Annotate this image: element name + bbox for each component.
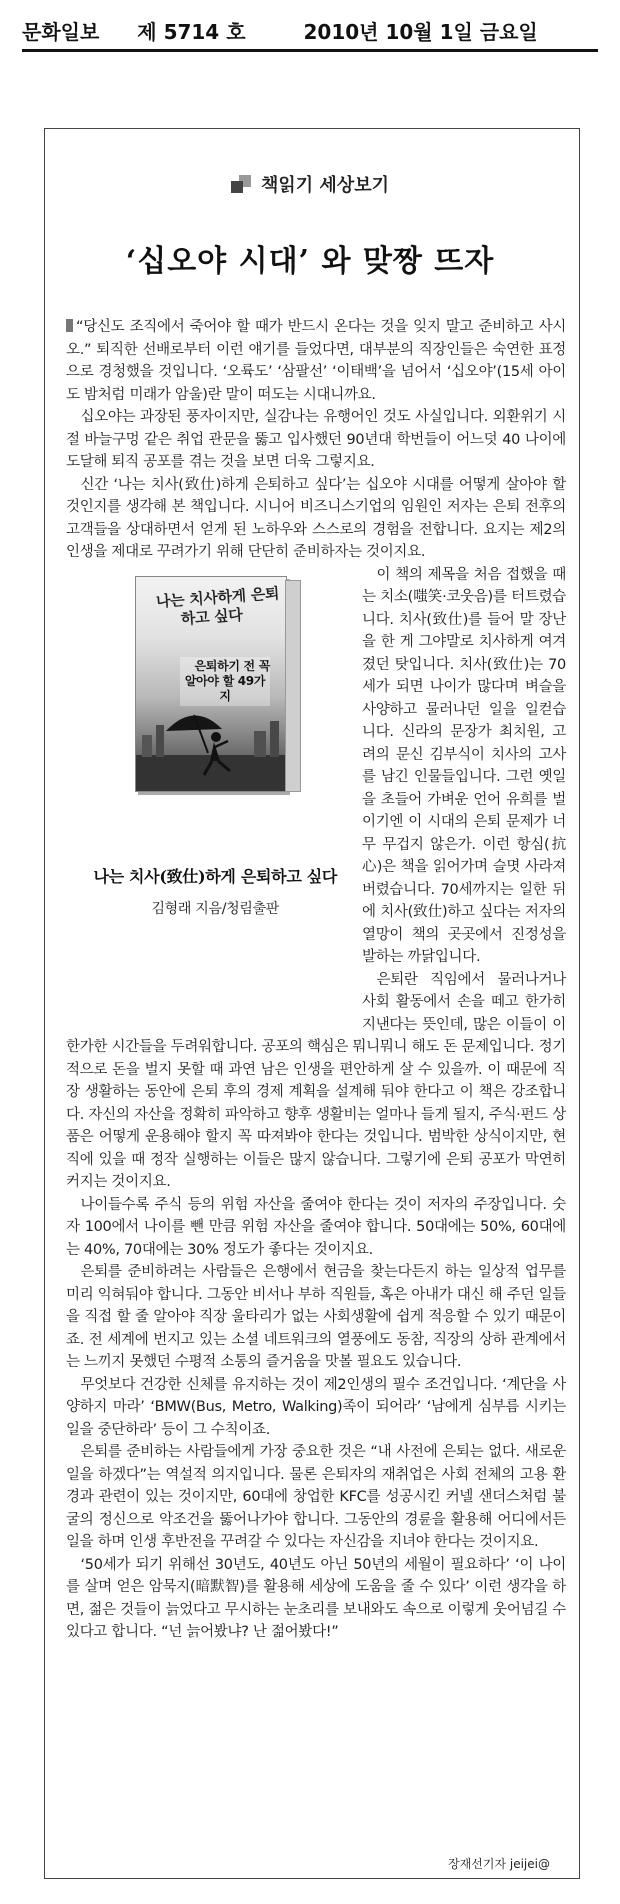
publication-date: 2010년 10월 1일 금요일 — [303, 20, 538, 44]
byline: 장재선기자 jeijei@ — [448, 1857, 550, 1871]
book-cover-title: 나는 치사하게 은퇴하고 싶다 — [155, 583, 280, 628]
section-square-icon — [231, 175, 253, 193]
article-paragraph: 신간 ‘나는 치사(致仕)하게 은퇴하고 싶다’는 십오야 시대를 어떻게 살아야 할 것인지를 생각해 본 책입니다. 시니어 비즈니스기업의 임원인 저자는 은퇴 전후의 고객들을 상대하면서 얻게 된 노하우와 스스로의 경험을 전합니다. 요지는 제2의 인생을 제대로 꾸려가기 위해 단단히 준비하자는 것이지요. — [66, 476, 566, 560]
article-paragraph: 은퇴란 직임에서 물러나거나 사회 활동에서 손을 떼고 한가히 지낸다는 뜻인데, 많은 이들이 이 한가한 시간들을 두려워합니다. 공포의 핵심은 뭐니뭐니 해도 돈 문제입니다. 정기적으로 돈을 벌지 못할 때 과연 남은 인생을 편안하게 살 수 있을까. 이 때문에 직장 생활하는 동안에 은퇴 후의 경제 계획을 설계해 둬야 한다고 이 책은 강조합니다. 자신의 자산을 정확히 파악하고 향후 생활비는 얼마나 들게 될지, 주식·펀드 상품은 어떻게 운용해야 할지 꼭 따져봐야 한다는 것입니다. 범박한 상식이지만, 현직에 있을 때 정작 실행하는 이들은 많지 않습니다. 그렇기에 은퇴 공포가 막연히 커지는 것이지요. — [66, 971, 566, 1190]
article-paragraph — [66, 564, 566, 969]
paragraph-text: 이 책의 제목을 처음 접했을 때는 치소(嗤笑·코웃음)를 터트렸습니다. 치사(致仕)를 들어 말 장난을 한 게 그야말로 치사하게 여겨졌던 탓입니다. 치사(致仕)는 70세가 되면 나이가 많다며 벼슬을 사양하고 물러나던 일을 일컫습니다. 신라의 문장가 최치원, 고려의 문신 김부식이 치사의 고사를 남긴 인물들입니다. 그런 옛일을 초들어 가벼운 언어 유희를 벌이기엔 이 시대의 은퇴 문제가 너무 무겁지 않은가. 이런 항심(抗心)은 책을 읽어가며 슬몃 사라져 버렸습니다. 70세까지는 일한 뒤에 치사(致仕)하고 싶다는 저자의 열망이 책의 곳곳에서 진정성을 발하는 까닭입니다. — [362, 566, 566, 965]
umbrella-jumper-photo — [136, 695, 286, 791]
article-paragraph — [66, 316, 566, 406]
book-cover-image — [135, 576, 287, 792]
lead-bar-icon — [66, 319, 73, 332]
article-paragraph: 은퇴를 준비하려는 사람들은 은행에서 현금을 찾는다든지 하는 일상적 업무를 미리 익혀둬야 합니다. 그동안 비서나 부하 직원들, 혹은 아내가 대신 해 주던 일들을 직접 할 줄 알아야 직장 울타리가 없는 사회생활에 쉽게 적응할 수 있기 때문이죠. 전 세계에 번지고 있는 소셜 네트워크의 열풍에도 동참, 직장의 상하 관계에서는 느끼지 못했던 수평적 소통의 즐거움을 맛볼 필요도 있습니다. — [66, 1264, 566, 1370]
book-caption: 나는 치사(致仕)하게 은퇴하고 싶다 — [93, 866, 338, 886]
article-paragraph: 나이들수록 주식 등의 위험 자산을 줄여야 한다는 것이 저자의 주장입니다. 숫자 100에서 나이를 뺀 만큼 위험 자산을 줄여야 합니다. 50대에는 50%, 60대에는 40%, 70대에는 30% 정도가 좋다는 것이지요. — [66, 1196, 566, 1258]
book-credit: 김형래 지음/청림출판 — [151, 900, 280, 917]
paragraph-text: “당신도 조직에서 죽어야 할 때가 반드시 온다는 것을 잊지 말고 준비하고 사시오.” 퇴직한 선배로부터 이런 얘기를 들었다면, 대부분의 직장인들은 숙연한 표정으로 경청했을 것입니다. ‘오륙도’ ‘삼팔선’ ‘이태백’을 넘어서 ‘십오야’(15세 아이도 밤처럼 미래가 암울)란 말이 떠도는 시대니까요. — [66, 319, 566, 403]
newspaper-name: 문화일보 — [22, 20, 100, 44]
section-header — [0, 171, 620, 197]
masthead — [22, 8, 598, 52]
book-spine — [285, 580, 301, 792]
issue-number: 제 5714 호 — [137, 20, 246, 44]
book-figure — [66, 564, 350, 1029]
article-paragraph: 은퇴를 준비하는 사람들에게 가장 중요한 것은 “내 사전에 은퇴는 없다. 새로운 일을 하겠다”는 역설적 의지입니다. 물론 은퇴자의 재취업은 사회 전체의 고용 환경과 관련이 있는 것이지만, 60대에 창업한 KFC를 성공시킨 커넬 샌더스처럼 불굴의 정신으로 악조건을 뚫어나가야 합니다. 그동안의 경륜을 활용해 어디에서든 일을 하며 인생 후반전을 꾸려갈 수 있다는 자신감을 지녀야 한다는 것이지요. — [66, 1444, 566, 1550]
article-paragraph: 무엇보다 건강한 신체를 유지하는 것이 제2인생의 필수 조건입니다. ‘계단을 사양하지 마라’ ‘BMW(Bus, Metro, Walking)족이 되어라’ ‘남에게 심부름 시키는 일을 중단하라’ 등이 그 수칙이죠. — [66, 1376, 566, 1438]
article-paragraph: ‘50세가 되기 위해선 30년도, 40년도 아닌 50년의 세월이 필요하다’ ‘이 나이를 살며 얻은 암묵지(暗默智)를 활용해 세상에 도움을 줄 수 있다’ 이런 생각을 하면, 젊은 것들이 늙었다고 무시하는 눈초리를 보내와도 속으로 이렇게 웃어넘길 수 있다고 합니다. “넌 늙어봤냐? 난 젊어봤다!” — [66, 1556, 566, 1640]
section-label: 책읽기 세상보기 — [261, 175, 389, 196]
headline: ‘십오야 시대’ 와 맞짱 뜨자 — [125, 244, 495, 279]
article-body — [66, 316, 566, 1836]
book-cover-subtitle: 은퇴하기 전 꼭 알아야 할 49가지 — [180, 657, 270, 706]
article-paragraph: 십오야는 과장된 풍자이지만, 실감나는 유행어인 것도 사실입니다. 외환위기 시절 바늘구멍 같은 취업 관문을 뚫고 입사했던 90년대 학번들이 어느덧 40 나이에 도달해 퇴직 공포를 겪는 것을 보면 더욱 그렇지요. — [66, 409, 566, 470]
